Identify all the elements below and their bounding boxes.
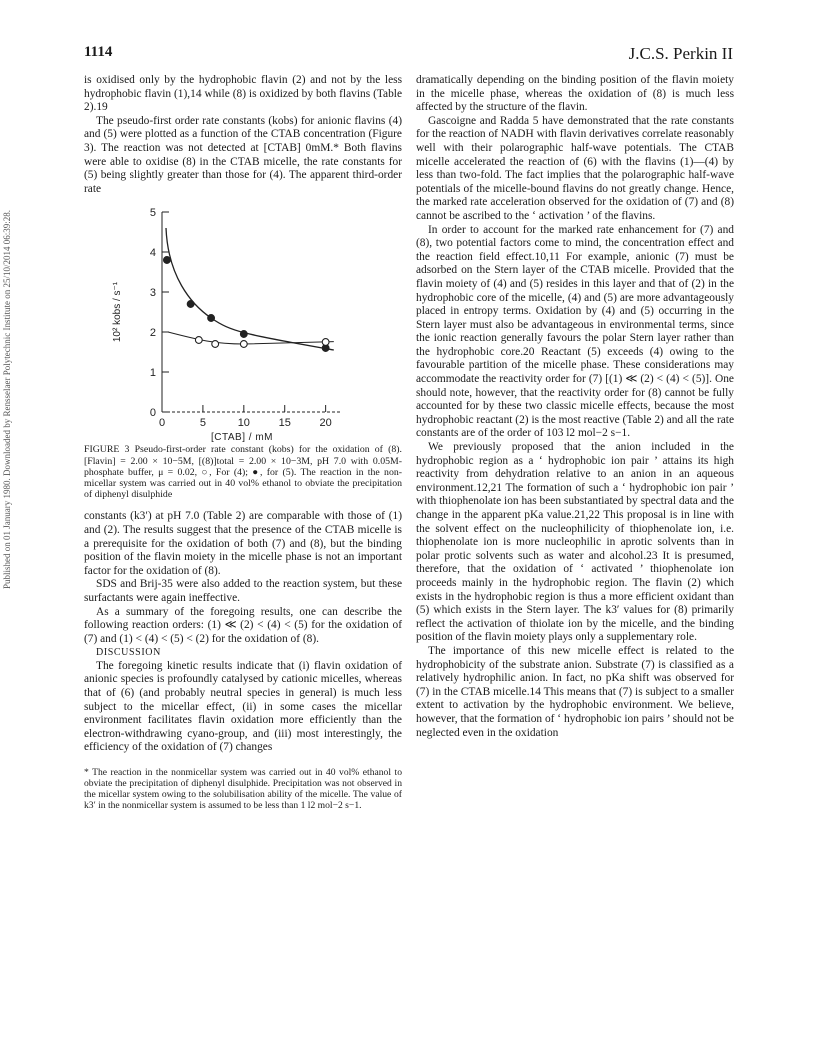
left-para-3: constants (k3′) at pH 7.0 (Table 2) are comparable with those of (1) and (2). The results suggest that the presence of the CTAB micelle is a prerequisite for the oxidation of both (7) and (8), but the binding position of the flavin moiety in the micelle phase is not an important factor for the oxidation of (8). [84,510,402,577]
data-point-open [240,341,247,348]
right-para-4: We previously proposed that the anion included in the hydrophobic region as a ‘ hydrophobic ion pair ’ attains its high reactivity from dehydration relative to an anion in an aqueous environment.12,21 The formation of such a ‘ hydrophobic ion pair ’ with thiophenolate ion has been substantiated by spectral data and the change in the apparent pKa value.21,22 This proposal is in line with the solvent effect on the nucleophilicity of thiophenolate ion, i.e. thiophenolate ion is more nucleophilic in aprotic solvents than in polar protic solvents such as water and alcohol.23 It is presumed, therefore, that the oxidation of ‘ activated ’ thiophenolate ion proceeds mainly in the hydrophobic region. The flavin (2) which exists in the hydrophobic region is thus a more efficient oxidant than (5) which exists in the Stern layer. The k3′ values for (8) primarily reflect the activation of thiolate ion by the micelle, and the binding position of the flavin moiety plays only a supplementary role. [416,441,734,644]
left-para-2: The pseudo-first order rate constants (kobs) for anionic flavins (4) and (5) were plotted as a function of the CTAB concentration (Figure 3). The reaction was not detected at [CTAB] 0mM.* Both flavins were able to oxidise (8) in the CTAB micelle, the rate constants for (5) being slightly greater than those for (4). The apparent third-order rate [84,114,402,195]
figure-caption: FIGURE 3 Pseudo-first-order rate constant (kobs) for the oxidation of (8). [Flavin] = 2.00 × 10−5M, [(8)]total = 2.00 × 10−3M, pH 7.0 with 0.05M-phosphate buffer, μ = 0.02, ○, For (4); ●, for (5). The reaction in the non-micellar system was carried out in 40 vol% ethanol to obviate the precipitation of diphenyl disulphide [84,444,402,501]
data-point-open [322,339,329,346]
right-para-5: The importance of this new micelle effect is related to the hydrophobicity of the substrate anion. Substrate (7) is classified as a relatively hydrophilic anion. In fact, no pKa shift was observed for (7) in the CTAB micelle.14 This means that (7) is subject to a smaller extent to activation by the hydrophobic environment. We believe, however, that the formation of ‘ hydrophobic ion pairs ’ should not be neglected even in the oxidation [416,644,734,739]
x-tick-label: 15 [278,417,291,430]
left-para-6: The foregoing kinetic results indicate that (i) flavin oxidation of anionic species is profoundly catalysed by cationic micelles, whereas that of (6) (and probably neutral species in general) is much less subject to the micellar effect, (ii) in some cases the micellar environment facilitates flavin oxidation more efficiently than the electron-withdrawing cyano-group, and (iii) most interestingly, the efficiency of the oxidation of (7) changes [84,659,402,754]
left-para-5: As a summary of the foregoing results, one can describe the following reaction orders: (1) ≪ (2) < (4) < (5) for the oxidation of (7) and (1) < (4) < (5) < (2) for the oxidation of (8). [84,605,402,645]
data-point-filled [187,301,194,308]
data-point-open [212,341,219,348]
download-sidenote: Published on 01 January 1980. Downloaded by Rensselaer Polytechnic Institute on 25/10/2014 06:39:28. [2,210,12,590]
y-tick-label: 3 [149,287,156,300]
y-tick-label: 1 [149,367,156,380]
data-point-open [195,337,202,344]
y-tick-label: 0 [149,407,156,420]
x-tick-label: 0 [158,417,166,430]
page-number: 1114 [84,44,113,60]
right-para-3: In order to account for the marked rate enhancement for (7) and (8), two potential factors come to mind, the concentration effect and the reaction field effect.10,11 For example, anionic (7) must be adsorbed on the Stern layer of the CTAB micelle. Provided that the flavin moiety of (4) and (5) resides in this layer and that of (2) in the hydrophobic core of the micelle, (4) and (5) are more advantageously placed in entropy terms. Oxidation by (4) and (5) occurring in the Stern layer must also be advantageous in environmental terms, since the ionic reaction generally favours the polar Stern layer rather than the hydrophobic core.20 Reactant (5) exceeds (4) owing to the favourable partition of the micelle phase. These considerations may accommodate the reactivity order for (7) [(1) ≪ (2) < (4) < (5)]. One should note, however, that the reactivity order for (8) cannot be fully accounted for by these two classic micelle effects, because the most hydrophobic reactant (2) is the most reactive (Table 2) and all the rate constants are of the order of 103 l2 mol−2 s−1. [416,223,735,440]
data-point-filled [240,331,247,338]
y-tick-label: 2 [149,327,156,340]
journal-title: J.C.S. Perkin II [628,44,733,63]
footnote: * The reaction in the nonmicellar system was carried out in 40 vol% ethanol to obviate the precipitation of diphenyl disulphide. Precipitation was not observed in the micellar system owing to the solubilisation ability of the micelle. The value of k3′ in the nonmicellar system is assumed to be less than 1 l2 mol−2 s−1. [84,767,402,812]
left-column [84,74,402,811]
right-para-1: dramatically depending on the binding position of the flavin moiety in the micelle phase, whereas the oxidation of (8) is much less affected by the structure of the flavin. [416,74,734,114]
rate-constant-chart [84,202,402,442]
x-tick-label: 5 [199,417,206,430]
y-tick-label: 5 [149,207,156,220]
series-curve-filled [166,228,334,350]
right-para-2: Gascoigne and Radda 5 have demonstrated that the rate constants for the reaction of NADH with flavin derivatives correlate reasonably well with their polarographic half-wave potentials. The CTAB micelle accelerated the reaction of (6) with the flavins (1)—(4) by less than two-fold. The fact implies that the polarographic half-wave potentials of the micelle-bound flavins do not greatly change. Hence, the marked rate acceleration observed for the oxidation of (7) and (8) cannot be ascribed to the ‘ activation ’ of the flavins. [416,114,734,222]
left-para-1: is oxidised only by the hydrophobic flavin (2) and not by the less hydrophobic flavin (1),14 while (8) is oxidized by both flavins (Table 2).19 [84,74,402,114]
y-axis-label: 10² kobs / s⁻¹ [112,282,123,343]
figure-3 [84,202,402,442]
data-point-filled [164,257,171,264]
x-tick-label: 10 [237,417,250,430]
left-para-4: SDS and Brij-35 were also added to the reaction system, but these surfactants were again ineffective. [84,578,402,604]
y-tick-label: 4 [149,247,156,260]
x-axis-label: [CTAB] / mM [211,432,273,443]
x-tick-label: 20 [319,417,332,430]
discussion-heading: DISCUSSION [96,647,161,659]
data-point-filled [208,315,215,322]
right-column [416,74,734,740]
